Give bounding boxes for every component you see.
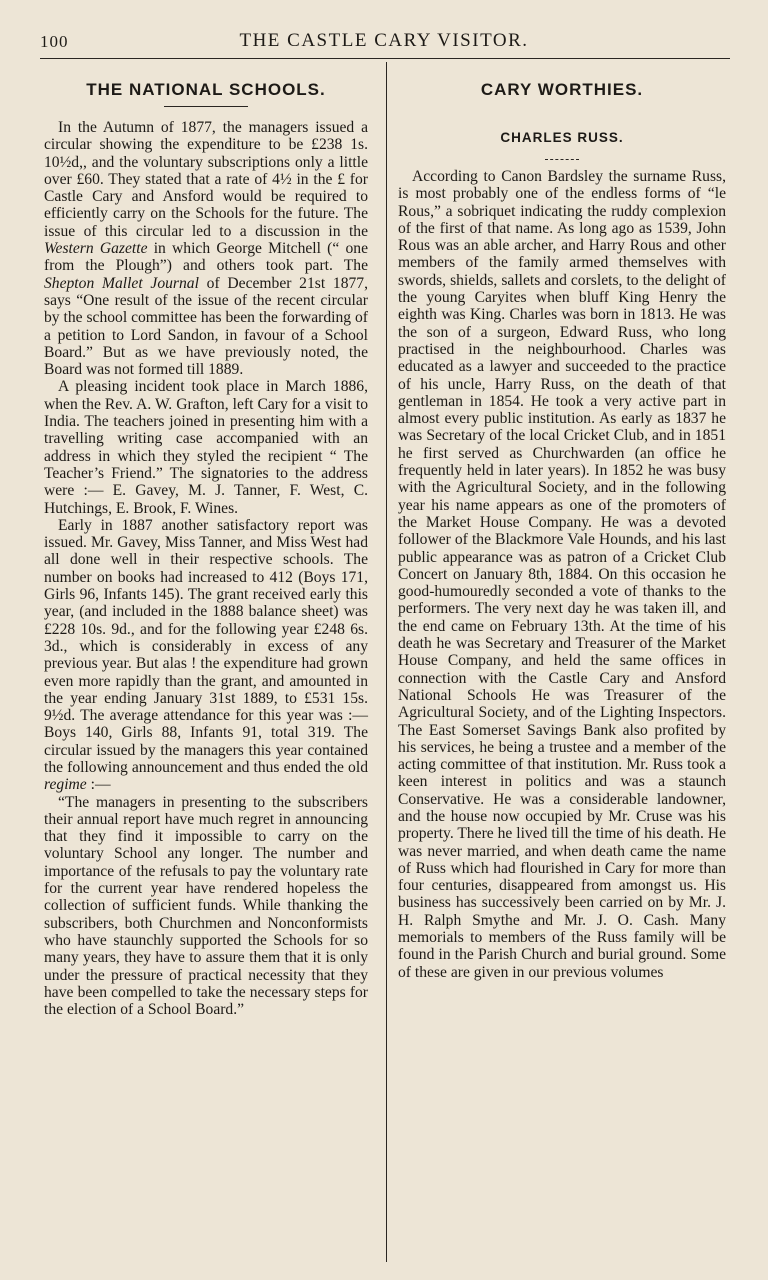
running-title: THE CASTLE CARY VISITOR. [239,30,529,51]
dash-rule [545,159,579,160]
national-schools-text [44,119,368,1018]
page-header [0,28,768,58]
paragraph-quote: “The managers in presenting to the subscribers their annual report have much regret in announcing that they find it impossible to carry on the voluntary School any longer. The number and importance of the refusals to pay the voluntary rate for the current year have rendered hopeless the collection of sufficient funds. While thanking the subscribers, both Churchmen and Nonconformists who have staunchly supported the Schools for so many years, they have to assure them that it is only under the pressure of practical necessity that they have been compelled to take the necessary steps for the election of a School Board.” [44,793,368,1019]
left-column [44,74,368,1018]
text-run: In the Autumn of 1877, the managers issued a circular showing the expenditure to be £238 1s. 10½d,, and the voluntary subscriptions only a little over £60. They stated that a rate of 4½ in the £ for Castle Cary and Ansford would be required to efficiently carry on the Schools for the future. The issue of this circular led to a discussion in the [44,119,368,240]
paragraph: A pleasing incident took place in March 1886, when the Rev. A. W. Grafton, left Cary for a visit to India. The teachers joined in presenting him with a travelling writing case accompanied with an address in which they styled the recipient “ The Teacher’s Friend.” The signatories to the address were :— E. Gavey, M. J. Tanner, F. West, C. Hutchings, E. Brook, F. Wines. [44,378,368,517]
text-run-italic: Western Gazette [44,240,148,258]
header-rule [40,58,730,59]
section-title-national-schools: THE NATIONAL SCHOOLS. [86,80,326,99]
text-run: Early in 1887 another satisfactory report was issued. Mr. Gavey, Miss Tanner, and Miss West had all done well in their respective schools. The number on books had increased to 412 (Boys 171, Girls 96, Infants 145). The grant received early this year, (and included in the 1888 balance sheet) was £228 10s. 9d., and for the following year £248 6s. 3d., which is considerably in excess of any previous year. But alas ! the expenditure had grown even more rapidly than the grant, and amounted in the year ending January 31st 1889, to £531 15s. 9½d. The average attendance for this year was :—Boys 140, Girls 88, Infants 91, total 319. The circular issued by the managers this year contained the following announcement and thus ended the old [44,516,368,776]
page-number: 100 [40,32,69,51]
cary-worthies-text [398,168,726,981]
text-run: in which George Mitchell (“ one from the Plough”) and others took part. The [44,240,368,275]
paragraph: According to Canon Bardsley the surname Russ, is most probably one of the endless forms of “le Rous,” a sobriquet indicating the ruddy complexion of the first of that name. As long ago as 1539, John Rous was an able archer, and Harry Rous and other members of the family armed themselves with swords, shields, sallets and corslets, to the delight of the young Caryites when bluff King Henry the eighth was King. Charles was born in 1813. He was the son of a surgeon, Edward Russ, who long practised in the neighbourhood. Charles was educated as a lawyer and succeeded to the practice of his uncle, Harry Russ, on the death of that gentleman in 1854. He took a very active part in almost every public institution. As early as 1837 he was Secretary of the local Cricket Club, and in 1851 he first served as Churchwarden (an office he frequently held in later years). In 1852 he was busy with the Agricultural Society, and in the following year his name appears as one of the promoters of the Market House Company. He was a devoted follower of the Blackmore Vale Hounds, and his last public appearance was as patron of a Cricket Club Concert on January 8th, 1884. On this occasion he good-humouredly seconded a vote of thanks to the performers. The very next day he was taken ill, and the end came on February 13th. At the time of his death he was Secretary and Treasurer of the Market House Company, and held the same offices in connection with the Castle Cary and Ansford National Schools He was Treasurer of the Agricultural Society, and of the Lighting Inspectors. The East Somerset Savings Bank also profited by his services, he being a trustee and a member of the acting committee of that institution. Mr. Russ took a keen interest in politics and was a staunch Conservative. He was a considerable landowner, and the house now occupied by Mr. Cruse was his property. There he lived till the time of his death. He was never married, and when death came the name of Russ which had flourished in Cary for more than four centuries, disappeared from amongst us. His business has successively been carried on by Mr. J. H. Ralph Smythe and Mr. J. O. Cash. Many memorials to members of the Russ family will be found in the Parish Church and burial ground. Some of these are given in our previous volumes [398,168,726,981]
section-title-cary-worthies: CARY WORTHIES. [480,80,644,99]
article-subtitle: CHARLES RUSS. [500,130,624,145]
text-run-italic: regime [44,776,87,794]
paragraph [44,517,368,794]
column-divider [386,62,387,1262]
text-run-italic: Shepton Mallet Journal [44,274,199,292]
text-run: :— [86,776,111,794]
title-rule [164,106,248,107]
paragraph [44,119,368,378]
text-run: of December 21st 1877, says “One result of the issue of the recent circular by the school committee has been the forwarding of a petition to Lord Sandon, in favour of a School Board.” But as we have previously noted, the Board was not formed till 1889. [44,274,368,379]
right-column [398,74,726,981]
